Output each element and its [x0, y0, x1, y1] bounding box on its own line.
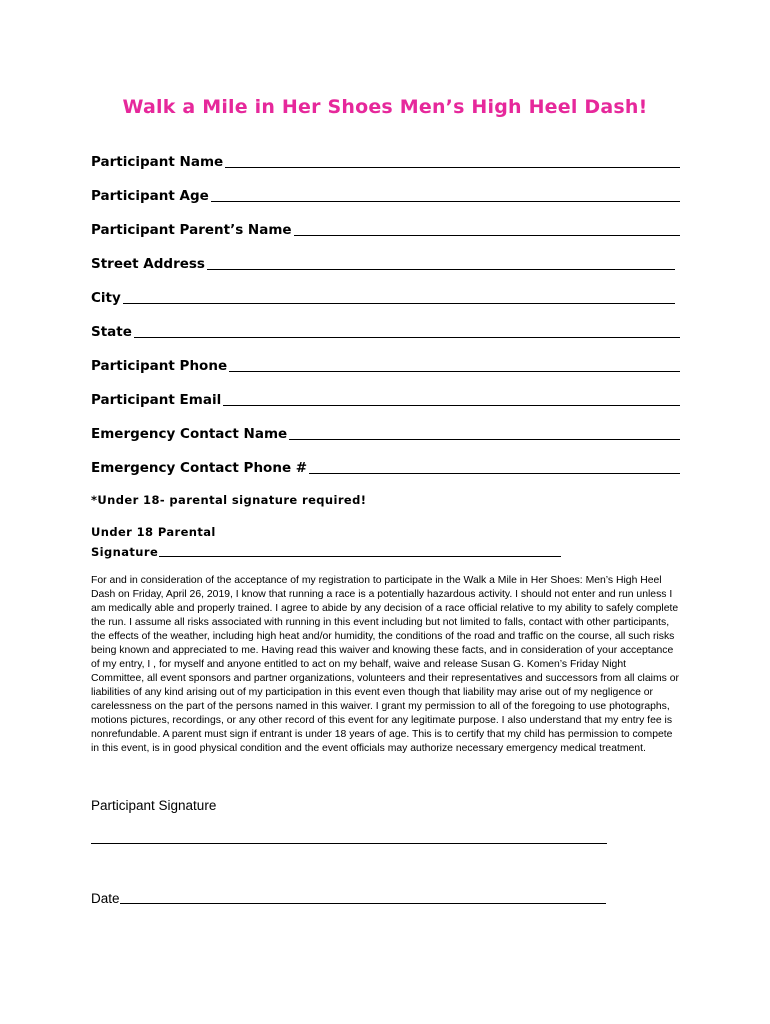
participant-parent-name-line[interactable] — [294, 221, 680, 236]
participant-age-field[interactable] — [91, 186, 680, 204]
date-label: Date — [91, 891, 120, 906]
participant-name-line[interactable] — [225, 153, 680, 168]
street-address-field[interactable] — [91, 254, 675, 272]
form-title: Walk a Mile in Her Shoes Men’s High Heel Dash! — [122, 96, 648, 118]
parental-signature-label-2: Signature — [91, 545, 159, 559]
participant-email-field[interactable] — [91, 390, 680, 408]
participant-signature-label: Participant Signature — [91, 798, 217, 813]
parental-signature-note: *Under 18- parental signature required! — [91, 493, 367, 507]
street-address-line[interactable] — [207, 255, 675, 270]
participant-name-label: Participant Name — [91, 154, 224, 170]
date-line[interactable] — [120, 889, 606, 904]
waiver-text: For and in consideration of the acceptance of my registration to participate in the Walk a Mile in Her Shoes: Men’s High Heel Dash on Friday, April 26, 2019, I know that running a race is a potentially hazardous activity. I should not enter and run unless I am medically able and properly trained. I agree to abide by any decision of a race official relative to my ability to safely complete the run. I assume all risks associated with running in this event including but not limited to falls, contact with other participants, the effects of the weather, including high heat and/or humidity, the conditions of the road and traffic on the course, all such risks being known and appreciated to me. Having read this waiver and knowing these facts, and in consideration of your acceptance of my entry, I , for myself and anyone entitled to act on my behalf, waive and release Susan G. Komen’s Friday Night Committee, all event sponsors and partner organizations, volunteers and their representatives and successors from all claims or liabilities of any kind arising out of my participation in this event even though that liability may arise out of my negligence or carelessness on the part of the persons named in this waiver. I grant my permission to all of the foregoing to use photographs, motions pictures, recordings, or any other record of this event for any legitimate purpose. I also understand that my entry fee is nonrefundable. A parent must sign if entrant is under 18 years of age. This is to certify that my child has permission to compete in this event, is in good physical condition and the event officials may authorize necessary emergency medical treatment. — [91, 575, 679, 754]
participant-phone-label: Participant Phone — [91, 358, 228, 374]
participant-parent-name-field[interactable] — [91, 220, 680, 238]
participant-email-label: Participant Email — [91, 392, 222, 408]
state-line[interactable] — [134, 323, 680, 338]
emergency-contact-phone-field[interactable] — [91, 458, 680, 476]
date-field[interactable] — [91, 889, 606, 906]
emergency-contact-name-label: Emergency Contact Name — [91, 426, 288, 442]
city-label: City — [91, 290, 121, 306]
city-line[interactable] — [123, 289, 675, 304]
participant-signature-line[interactable] — [91, 843, 607, 844]
street-address-label: Street Address — [91, 256, 205, 272]
emergency-contact-phone-label: Emergency Contact Phone # — [91, 460, 308, 476]
participant-phone-line[interactable] — [229, 357, 680, 372]
participant-name-field[interactable] — [91, 152, 680, 170]
participant-age-line[interactable] — [211, 187, 680, 202]
parental-signature-label: Under 18 Parental — [91, 525, 216, 539]
participant-parent-name-label: Participant Parent’s Name — [91, 222, 292, 238]
participant-phone-field[interactable] — [91, 356, 680, 374]
participant-age-label: Participant Age — [91, 188, 209, 204]
state-label: State — [91, 324, 132, 340]
participant-email-line[interactable] — [223, 391, 680, 406]
city-field[interactable] — [91, 288, 675, 306]
emergency-contact-name-field[interactable] — [91, 424, 680, 442]
state-field[interactable] — [91, 322, 680, 340]
parental-signature-field[interactable] — [91, 544, 561, 559]
emergency-contact-phone-line[interactable] — [309, 459, 680, 474]
emergency-contact-name-line[interactable] — [289, 425, 680, 440]
parental-signature-line[interactable] — [159, 544, 561, 557]
